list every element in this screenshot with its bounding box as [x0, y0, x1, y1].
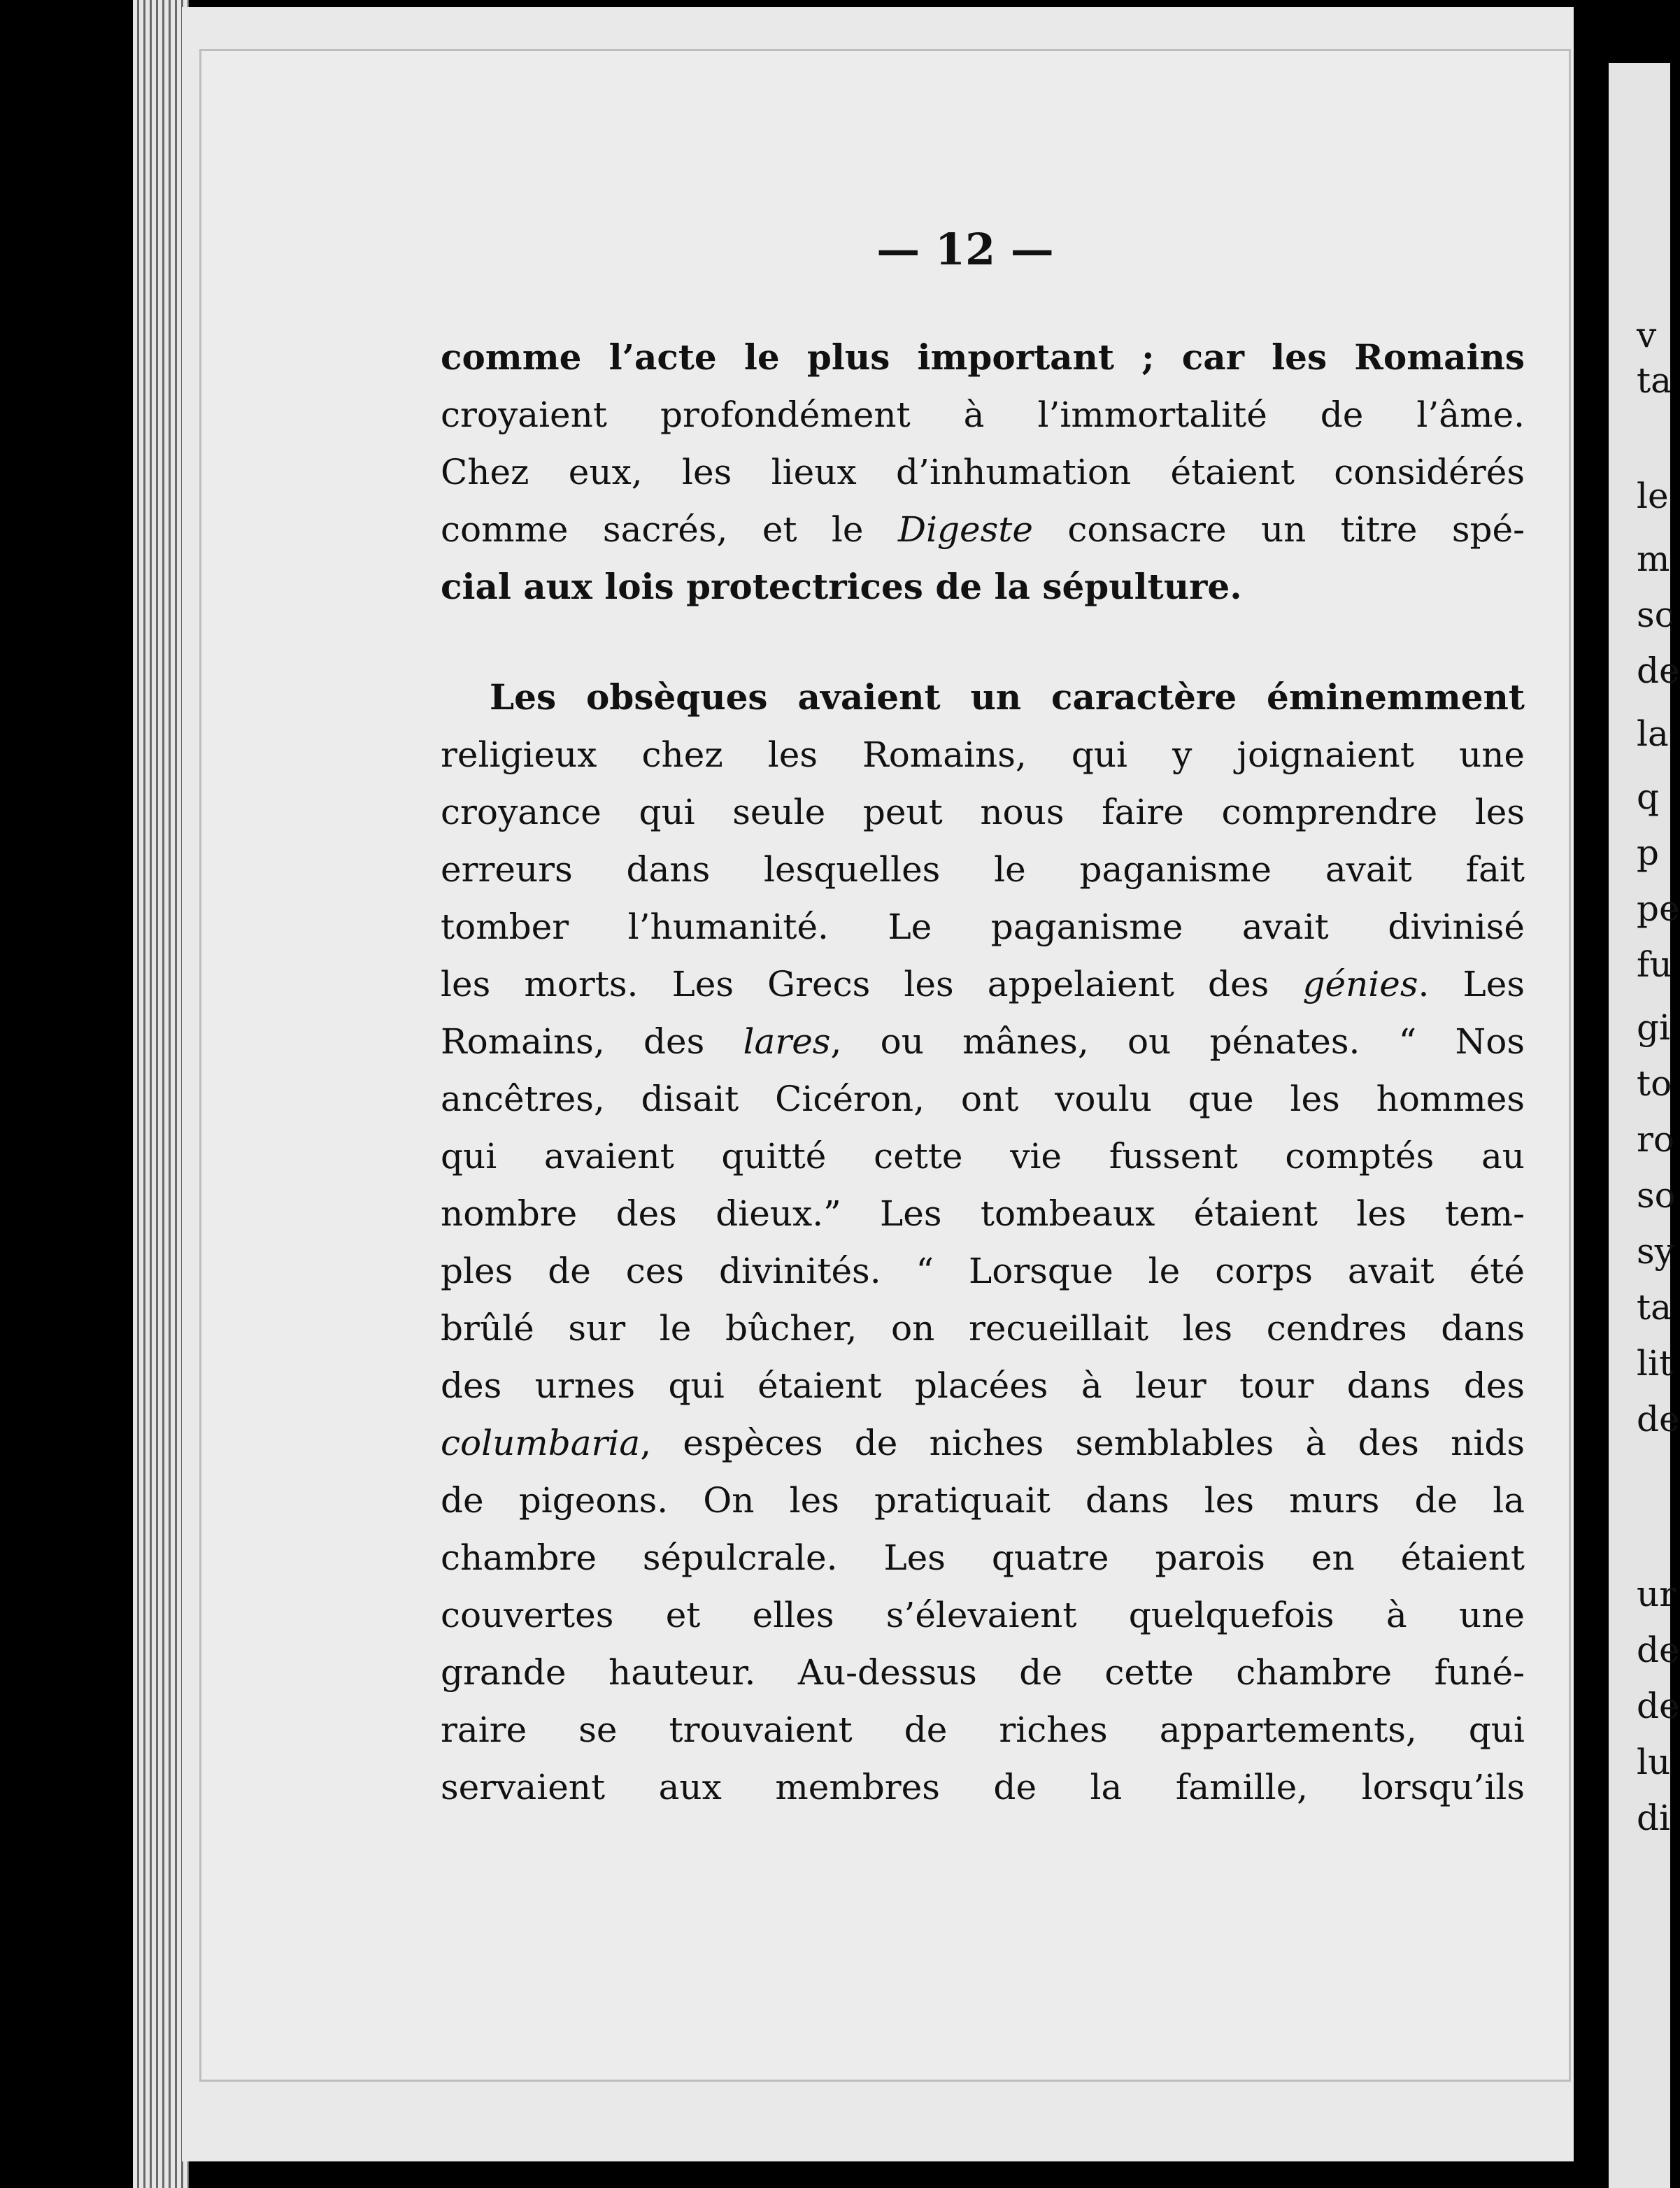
- text-line: cial aux lois protectrices de la sépulture.: [441, 566, 1242, 607]
- text-line: couvertes et elles s’élevaient quelquefois à une: [441, 1595, 1525, 1635]
- text-line: ples de ces divinités. “ Lorsque le corps avait été: [441, 1251, 1525, 1291]
- adjacent-fragment: q: [1637, 776, 1660, 817]
- page-edges: [133, 0, 189, 2188]
- page-number: — 12 —: [876, 224, 1054, 275]
- text-line: Chez eux, les lieux d’inhumation étaient considérés: [441, 452, 1525, 492]
- adjacent-fragment: ur: [1637, 1574, 1677, 1614]
- text-line: comme sacrés, et le Digeste consacre un titre spé-: [441, 509, 1525, 550]
- text-line: brûlé sur le bûcher, on recueillait les cendres dans: [441, 1308, 1525, 1349]
- text-line: religieux chez les Romains, qui y joignaient une: [441, 734, 1525, 775]
- adjacent-fragment: de: [1637, 651, 1680, 691]
- text-line: Les obsèques avaient un caractère éminemment: [490, 676, 1525, 718]
- adjacent-fragment: ta: [1637, 360, 1672, 401]
- adjacent-fragment: sc: [1637, 595, 1674, 635]
- text-line: croyance qui seule peut nous faire comprendre les: [441, 792, 1525, 832]
- text-line: ancêtres, disait Cicéron, ont voulu que les hommes: [441, 1079, 1525, 1119]
- text-line: qui avaient quitté cette vie fussent comptés au: [441, 1136, 1525, 1177]
- adjacent-fragment: de: [1637, 1630, 1680, 1670]
- adjacent-fragment: v: [1637, 315, 1657, 355]
- adjacent-fragment: gi: [1637, 1007, 1670, 1048]
- text-line: comme l’acte le plus important ; car les Romains: [441, 336, 1525, 378]
- body-text: [441, 329, 1525, 1816]
- adjacent-fragment: p: [1637, 832, 1660, 873]
- adjacent-fragment: sy: [1637, 1231, 1674, 1272]
- adjacent-fragment: fu: [1637, 944, 1672, 985]
- adjacent-page-edge: [1609, 63, 1680, 2188]
- text-line: erreurs dans lesquelles le paganisme avait fait: [441, 849, 1525, 890]
- adjacent-fragment: pe: [1637, 888, 1680, 929]
- text-line: les morts. Les Grecs les appelaient des génies. Les: [441, 964, 1525, 1004]
- text-line: croyaient profondément à l’immortalité de l’âme.: [441, 395, 1525, 435]
- adjacent-fragment: so: [1637, 1175, 1676, 1216]
- adjacent-fragment: ta: [1637, 1287, 1672, 1328]
- text-line: de pigeons. On les pratiquait dans les murs de la: [441, 1480, 1525, 1521]
- adjacent-fragment: de: [1637, 1686, 1680, 1726]
- text-line: grande hauteur. Au-dessus de cette chambre funé-: [441, 1652, 1525, 1693]
- text-line: nombre des dieux.” Les tombeaux étaient les tem-: [441, 1193, 1525, 1234]
- text-line: raire se trouvaient de riches appartements, qui: [441, 1710, 1525, 1750]
- adjacent-fragment: la: [1637, 713, 1669, 754]
- text-line: servaient aux membres de la famille, lorsqu’ils: [441, 1767, 1525, 1807]
- text-line: columbaria, espèces de niches semblables à des nids: [441, 1423, 1525, 1463]
- adjacent-fragment: lu: [1637, 1742, 1671, 1782]
- text-line: tomber l’humanité. Le paganisme avait divinisé: [441, 907, 1525, 947]
- adjacent-fragment: ro: [1637, 1119, 1675, 1160]
- text-line: Romains, des lares, ou mânes, ou pénates. “ Nos: [441, 1021, 1525, 1062]
- text-line: des urnes qui étaient placées à leur tour dans des: [441, 1365, 1525, 1406]
- adjacent-fragment: de: [1637, 1399, 1680, 1440]
- text-line: chambre sépulcrale. Les quatre parois en étaient: [441, 1537, 1525, 1578]
- adjacent-fragment: le: [1637, 476, 1669, 516]
- adjacent-fragment: to: [1637, 1063, 1672, 1104]
- adjacent-fragment: m: [1637, 539, 1670, 579]
- adjacent-fragment: di: [1637, 1798, 1670, 1838]
- adjacent-fragment: lit: [1637, 1343, 1674, 1384]
